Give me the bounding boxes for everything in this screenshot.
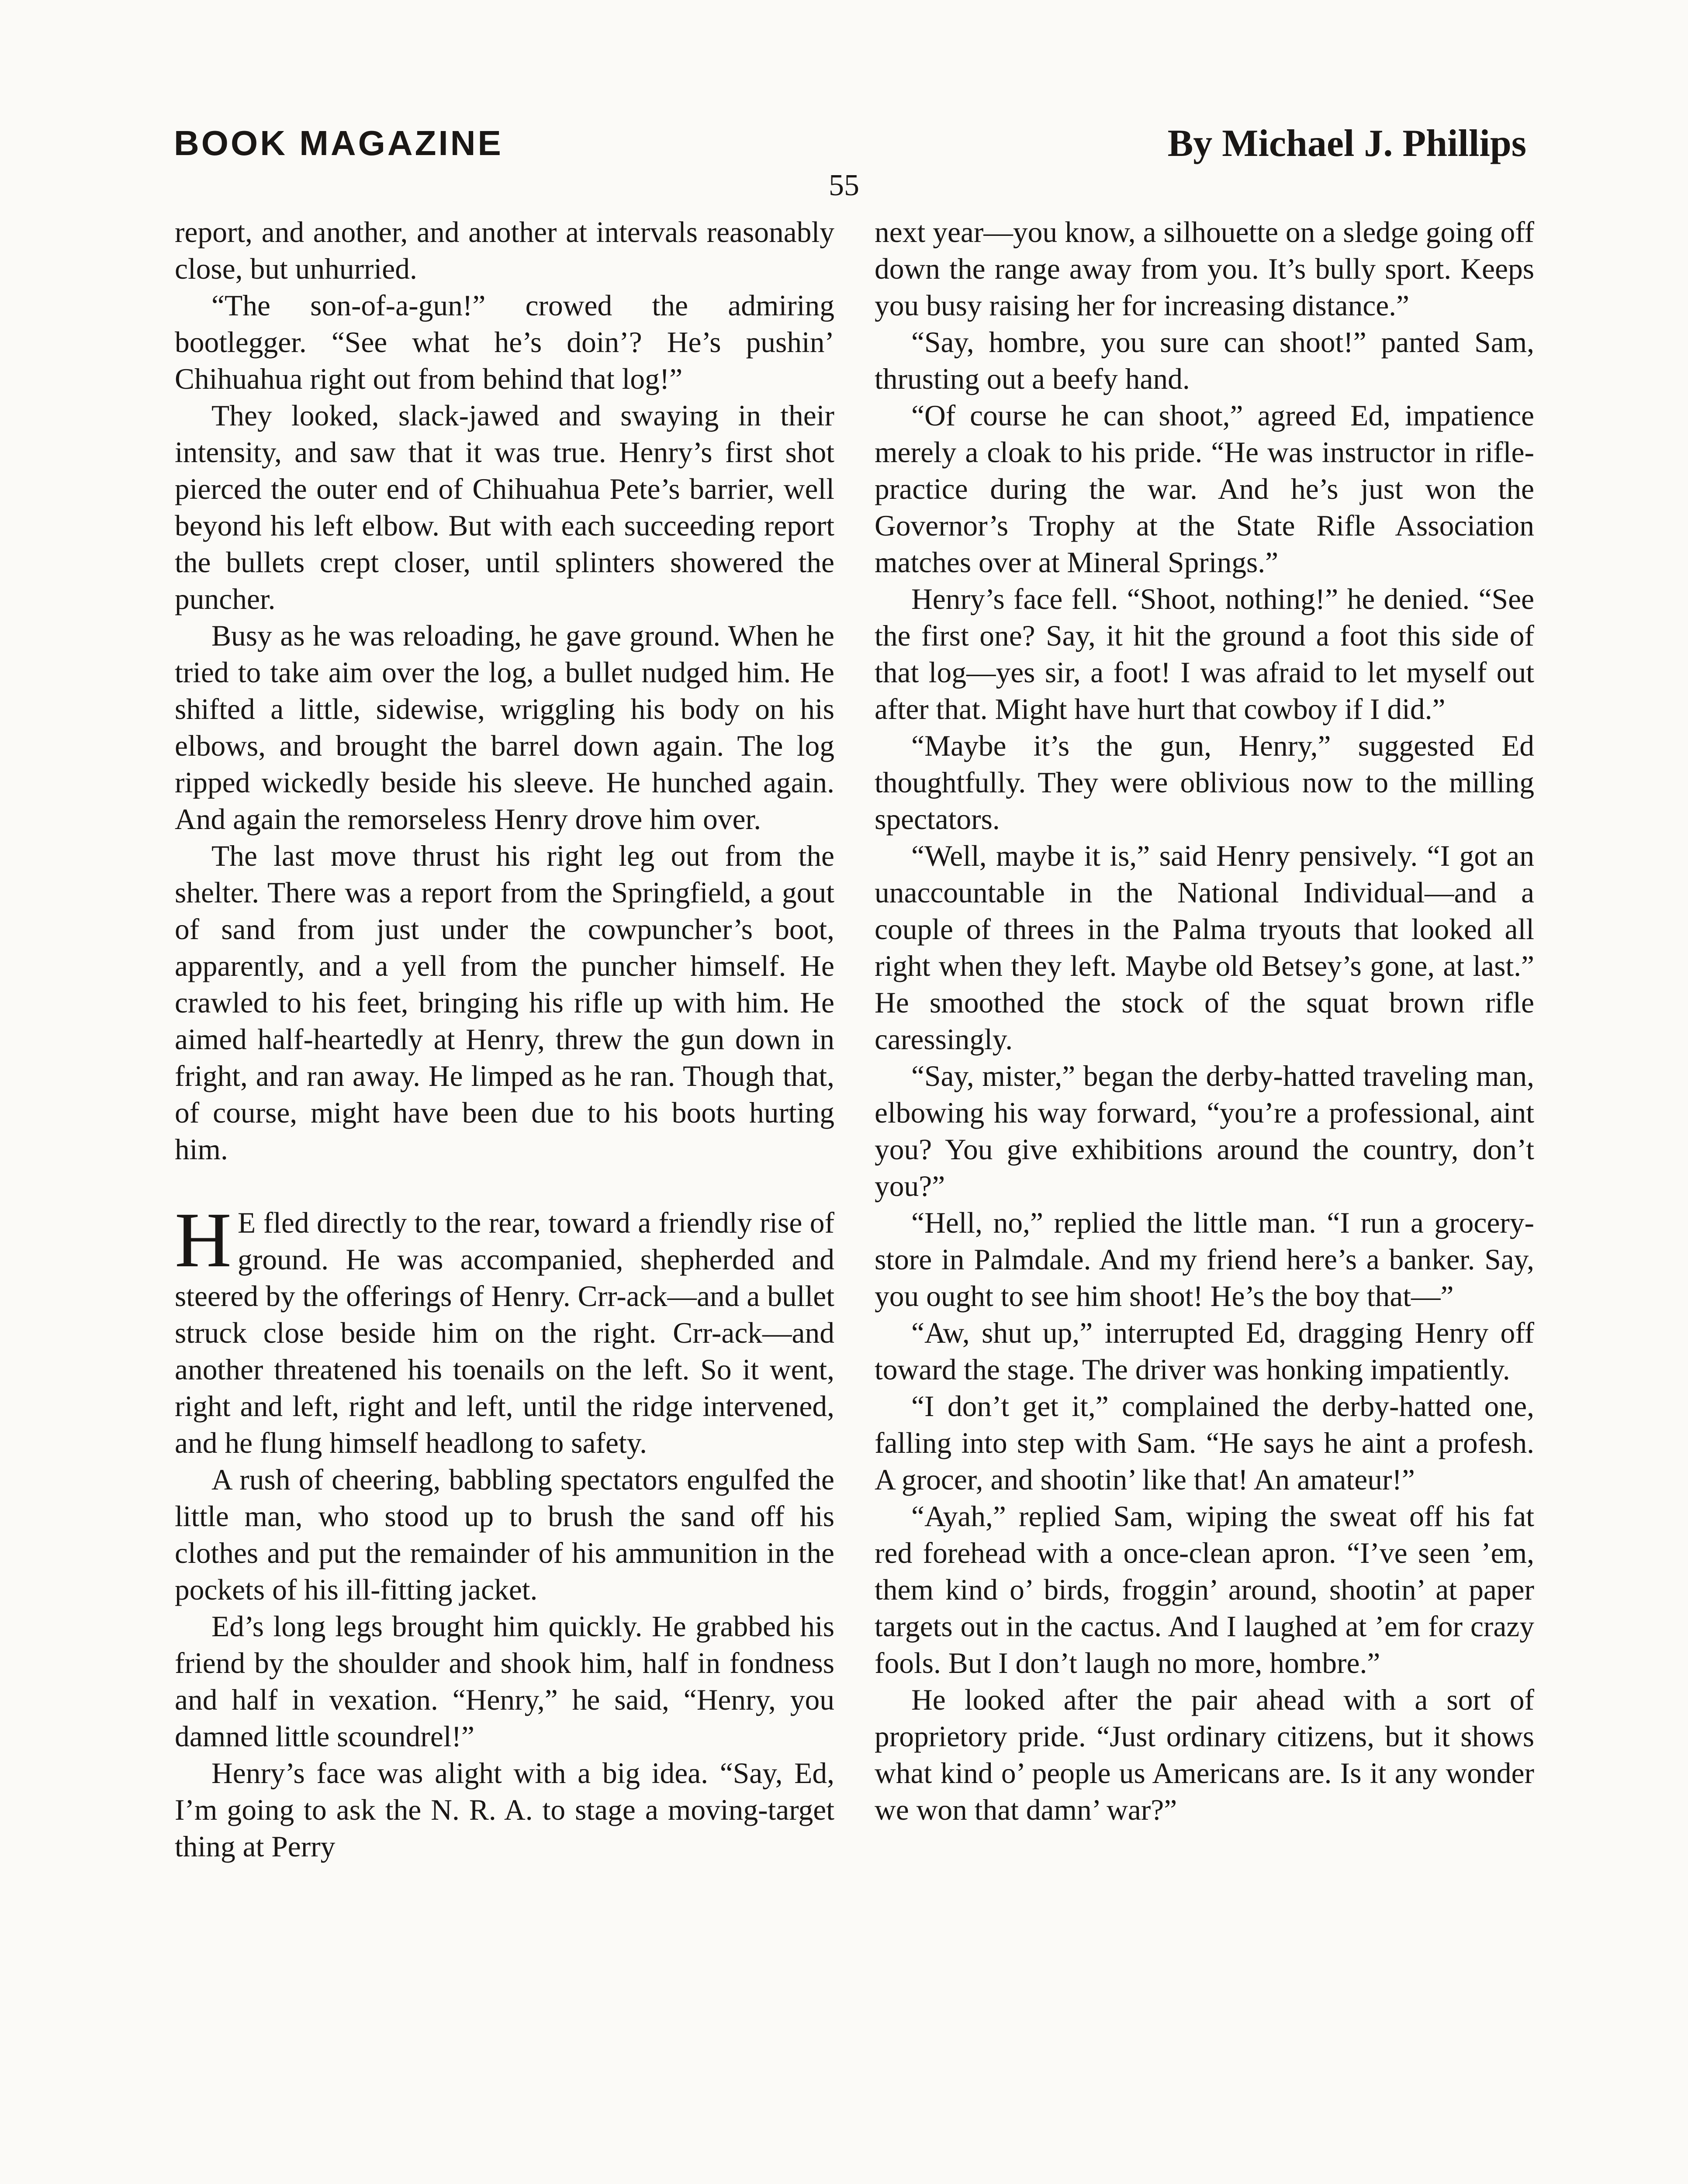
paragraph: “Well, maybe it is,” said Henry pensively. “I got an unaccountable in the National Individual—and a couple of threes in the Palma tryouts that looked all right when they left. Maybe old Betsey’s gone, at last.” He smoothed the stock of the squat brown rifle caressingly. bbox=[875, 840, 1534, 1056]
drop-cap-paragraph: HE fled directly to the rear, toward a friendly rise of ground. He was accompanied, shepherded and steered by the offerings of Henry. Crr-ack—and a bullet struck close beside him on the right. Crr-ack—and another threatened his toenails on the left. So it went, right and left, right and left, until the ridge intervened, and he flung himself headlong to safety. bbox=[175, 1196, 834, 1459]
right-column bbox=[875, 214, 1534, 1828]
publication-title: BOOK MAGAZINE bbox=[174, 124, 503, 162]
paragraph: “Maybe it’s the gun, Henry,” suggested Ed thoughtfully. They were oblivious now to the milling spectators. bbox=[875, 729, 1534, 836]
paragraph: Busy as he was reloading, he gave ground. When he tried to take aim over the log, a bullet nudged him. He shifted a little, sidewise, wriggling his body on his elbows, and brought the barrel down again. The log ripped wickedly beside his sleeve. He hunched again. And again the remorseless Henry drove him over. bbox=[175, 619, 834, 836]
paragraph: “Say, hombre, you sure can shoot!” panted Sam, thrusting out a beefy hand. bbox=[875, 326, 1534, 395]
page-number: 55 bbox=[829, 169, 859, 202]
paragraph: They looked, slack-jawed and swaying in their intensity, and saw that it was true. Henry’s first shot pierced the outer end of Chihuahua Pete’s barrier, well beyond his left elbow. But with each succeeding report the bullets crept closer, until splinters showered the puncher. bbox=[175, 399, 834, 615]
paragraph: “Say, mister,” began the derby-hatted traveling man, elbowing his way forward, “you’re a professional, aint you? You give exhibitions around the country, don’t you?” bbox=[875, 1060, 1534, 1203]
paragraph: “Hell, no,” replied the little man. “I run a grocery-store in Palmdale. And my friend here’s a banker. Say, you ought to see him shoot! He’s the boy that—” bbox=[875, 1206, 1534, 1313]
author-byline: By Michael J. Phillips bbox=[1167, 122, 1526, 165]
paragraph: Henry’s face fell. “Shoot, nothing!” he denied. “See the first one? Say, it hit the ground a foot this side of that log—yes sir, a foot! I was afraid to let myself out after that. Might have hurt that cowboy if I did.” bbox=[875, 583, 1534, 726]
paragraph: Ed’s long legs brought him quickly. He grabbed his friend by the shoulder and shook him, half in fondness and half in vexation. “Henry,” he said, “Henry, you damned little scoundrel!” bbox=[175, 1610, 834, 1753]
paragraph: “The son-of-a-gun!” crowed the admiring bootlegger. “See what he’s doin’? He’s pushin’ Chihuahua right out from behind that log!” bbox=[175, 289, 834, 395]
paragraph: “Aw, shut up,” interrupted Ed, dragging Henry off toward the stage. The driver was honking impatiently. bbox=[875, 1317, 1534, 1386]
paragraph: next year—you know, a silhouette on a sledge going off down the range away from you. It’s bully sport. Keeps you busy raising her for increasing distance.” bbox=[875, 216, 1534, 322]
left-column bbox=[175, 214, 834, 1865]
paragraph: “Ayah,” replied Sam, wiping the sweat off his fat red forehead with a once-clean apron. “I’ve seen ’em, them kind o’ birds, froggin’ around, shootin’ at paper targets out in the cactus. And I laughed at ’em for crazy fools. But I don’t laugh no more, hombre.” bbox=[875, 1500, 1534, 1679]
paragraph: “I don’t get it,” complained the derby-hatted one, falling into step with Sam. “He says he aint a profesh. A grocer, and shootin’ like that! An amateur!” bbox=[875, 1390, 1534, 1496]
paragraph: Henry’s face was alight with a big idea. “Say, Ed, I’m going to ask the N. R. A. to stage a moving-target thing at Perry bbox=[175, 1757, 834, 1863]
paragraph: A rush of cheering, babbling spectators engulfed the little man, who stood up to brush the sand off his clothes and put the remainder of his ammunition in the pockets of his ill-fitting jacket. bbox=[175, 1463, 834, 1606]
paragraph: report, and another, and another at intervals reasonably close, but unhurried. bbox=[175, 216, 834, 285]
paragraph: “Of course he can shoot,” agreed Ed, impatience merely a cloak to his pride. “He was instructor in rifle-practice during the war. And he’s just won the Governor’s Trophy at the State Rifle Association matches over at Mineral Springs.” bbox=[875, 399, 1534, 579]
section-break bbox=[175, 1168, 834, 1205]
paragraph: The last move thrust his right leg out from the shelter. There was a report from the Springfield, a gout of sand from just under the cowpuncher’s boot, apparently, and a yell from the puncher himself. He crawled to his feet, bringing his rifle up with him. He aimed half-heartedly at Henry, threw the gun down in fright, and ran away. He limped as he ran. Though that, of course, might have been due to his boots hurting him. bbox=[175, 840, 834, 1166]
paragraph: He looked after the pair ahead with a sort of proprietory pride. “Just ordinary citizens, but it shows what kind o’ people us Americans are. Is it any wonder we won that damn’ war?” bbox=[875, 1683, 1534, 1826]
